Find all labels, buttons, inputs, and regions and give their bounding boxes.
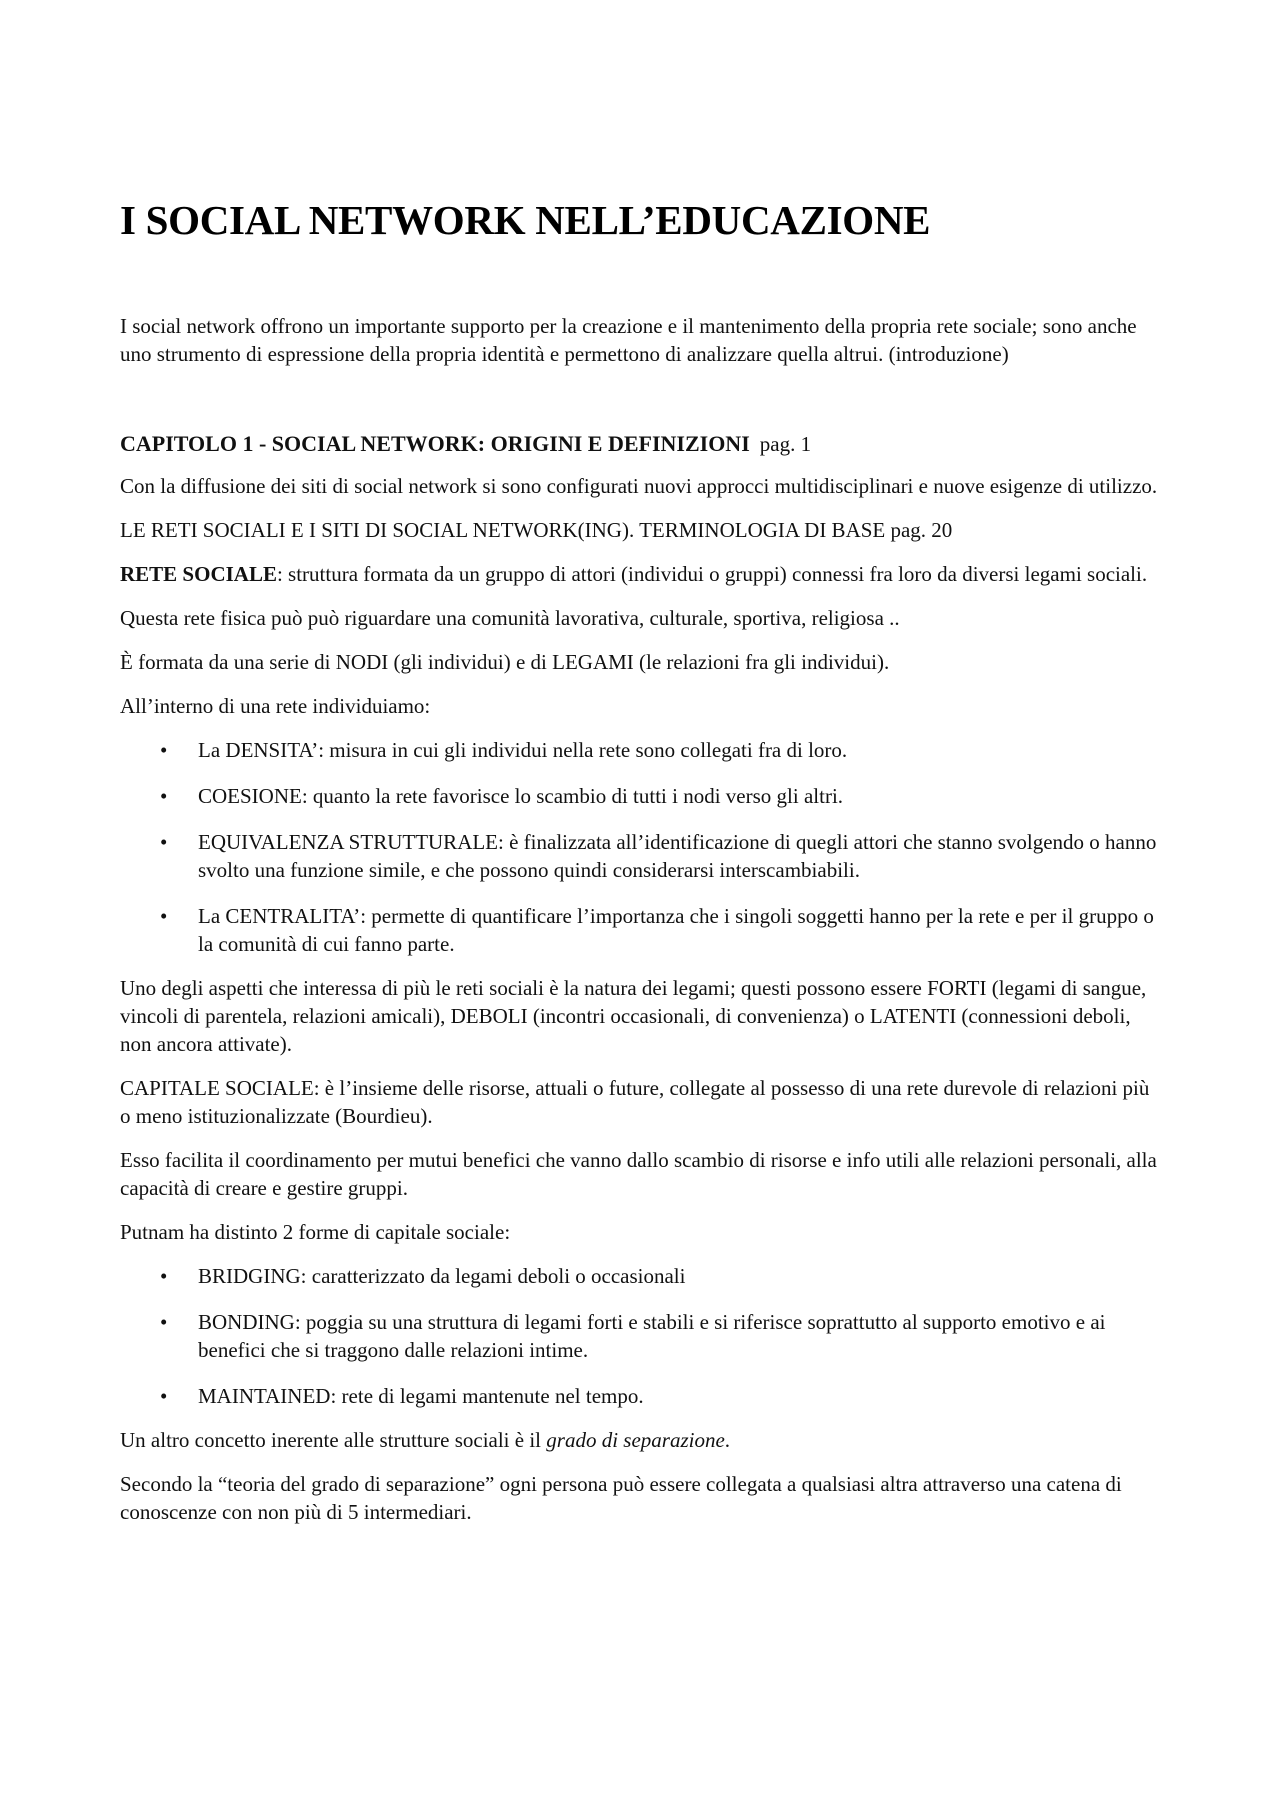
list-item-text: BRIDGING: caratterizzato da legami deboli o occasionali xyxy=(198,1264,686,1288)
list-item xyxy=(120,1262,1165,1290)
paragraph: Con la diffusione dei siti di social network si sono configurati nuovi approcci multidisciplinari e nuove esigenze di utilizzo. xyxy=(120,474,1158,498)
list-item-text: La CENTRALITA’: permette di quantificare l’importanza che i singoli soggetti hanno per la rete e per il gruppo o la comunità di cui fanno parte. xyxy=(198,904,1154,956)
paragraph: All’interno di una rete individuiamo: xyxy=(120,694,431,718)
italic-term: grado di separazione xyxy=(546,1428,725,1452)
chapter-title: CAPITOLO 1 - SOCIAL NETWORK: ORIGINI E DEFINIZIONI xyxy=(120,431,750,456)
paragraph-text: Un altro concetto inerente alle strutture sociali è il xyxy=(120,1428,547,1452)
paragraph: Putnam ha distinto 2 forme di capitale sociale: xyxy=(120,1220,511,1244)
document-body xyxy=(120,196,1165,1526)
bullet-icon: • xyxy=(160,1384,168,1408)
list-item xyxy=(120,782,1165,810)
bullet-icon: • xyxy=(160,738,168,762)
bullet-icon: • xyxy=(160,904,168,928)
intro-paragraph: I social network offrono un importante supporto per la creazione e il mantenimento della propria rete sociale; sono anche uno strumento di espressione della propria identità e permettono di analizzare quella altrui. (introduzione) xyxy=(120,314,1137,366)
paragraph: CAPITALE SOCIALE: è l’insieme delle risorse, attuali o future, collegate al possesso di una rete durevole di relazioni più o meno istituzionalizzate (Bourdieu). xyxy=(120,1076,1150,1128)
definition-text: : struttura formata da un gruppo di attori (individui o gruppi) connessi fra loro da diversi legami sociali. xyxy=(276,562,1148,586)
paragraph: Questa rete fisica può può riguardare una comunità lavorativa, culturale, sportiva, religiosa .. xyxy=(120,606,900,630)
chapter-page-ref: pag. 1 xyxy=(759,432,812,456)
list-item xyxy=(120,902,1165,958)
list-item xyxy=(120,736,1165,764)
bullet-icon: • xyxy=(160,1264,168,1288)
capital-forms-list xyxy=(120,1262,1165,1410)
list-item-text: BONDING: poggia su una struttura di legami forti e stabili e si riferisce soprattutto al supporto emotivo e ai benefici che si traggono dalle relazioni intime. xyxy=(198,1310,1106,1362)
list-item-text: COESIONE: quanto la rete favorisce lo scambio di tutti i nodi verso gli altri. xyxy=(198,784,844,808)
paragraph: È formata da una serie di NODI (gli individui) e di LEGAMI (le relazioni fra gli individui). xyxy=(120,650,890,674)
list-item-text: EQUIVALENZA STRUTTURALE: è finalizzata all’identificazione di quegli attori che stanno svolgendo o hanno svolto una funzione simile, e che possono quindi considerarsi interscambiabili. xyxy=(198,830,1157,882)
bullet-icon: • xyxy=(160,830,168,854)
paragraph: Esso facilita il coordinamento per mutui benefici che vanno dallo scambio di risorse e info utili alle relazioni personali, alla capacità di creare e gestire gruppi. xyxy=(120,1148,1157,1200)
list-item xyxy=(120,1382,1165,1410)
list-item-text: MAINTAINED: rete di legami mantenute nel tempo. xyxy=(198,1384,644,1408)
paragraph-end: . xyxy=(724,1428,731,1452)
section-heading: LE RETI SOCIALI E I SITI DI SOCIAL NETWORK(ING). TERMINOLOGIA DI BASE pag. 20 xyxy=(120,518,953,542)
paragraph xyxy=(120,1426,1165,1454)
paragraph: Secondo la “teoria del grado di separazione” ogni persona può essere collegata a qualsiasi altra attraverso una catena di conoscenze con non più di 5 intermediari. xyxy=(120,1472,1122,1524)
bullet-icon: • xyxy=(160,784,168,808)
chapter-heading xyxy=(120,430,1165,458)
list-item xyxy=(120,1308,1165,1364)
network-properties-list xyxy=(120,736,1165,958)
definition-paragraph xyxy=(120,560,1165,588)
list-item-text: La DENSITA’: misura in cui gli individui nella rete sono collegati fra di loro. xyxy=(198,738,848,762)
bullet-icon: • xyxy=(160,1310,168,1334)
document-title: I SOCIAL NETWORK NELL’EDUCAZIONE xyxy=(120,197,931,243)
definition-term: RETE SOCIALE xyxy=(120,562,277,586)
paragraph: Uno degli aspetti che interessa di più le reti sociali è la natura dei legami; questi possono essere FORTI (legami di sangue, vincoli di parentela, relazioni amicali), DEBOLI (incontri occasionali, di convenienza) o LATENTI (connessioni deboli, non ancora attivate). xyxy=(120,976,1147,1056)
list-item xyxy=(120,828,1165,884)
